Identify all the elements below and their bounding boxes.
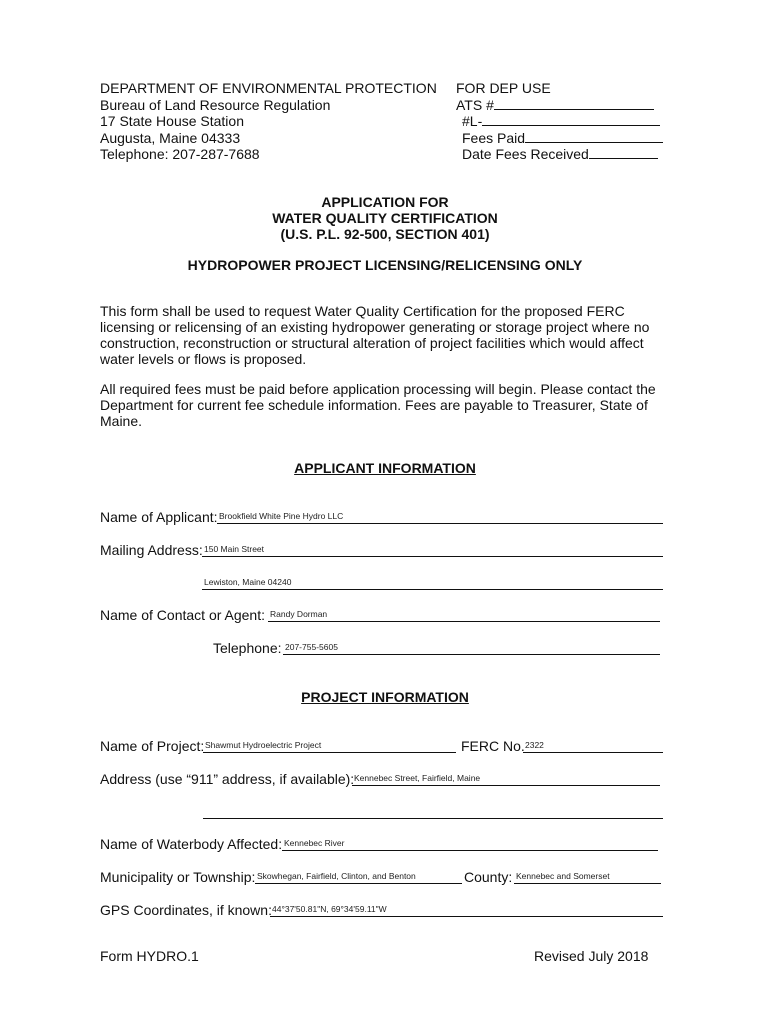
form-title-line1: APPLICATION FOR xyxy=(321,194,449,210)
project-address-label: Address (use “911” address, if available): xyxy=(100,771,355,787)
telephone-label: Telephone: xyxy=(213,640,282,656)
applicant-name-field[interactable]: Brookfield White Pine Hydro LLC xyxy=(217,510,663,524)
county-field[interactable]: Kennebec and Somerset xyxy=(514,870,661,884)
ats-field[interactable] xyxy=(494,97,654,110)
form-title-line3: (U.S. P.L. 92-500, SECTION 401) xyxy=(280,226,490,242)
ferc-number-field[interactable]: 2322 xyxy=(523,739,663,753)
fees-paid-field[interactable] xyxy=(525,130,663,143)
dep-use-title: FOR DEP USE xyxy=(456,80,551,96)
project-address-field[interactable]: Kennebec Street, Fairfield, Maine xyxy=(352,772,660,786)
municipality-label: Municipality or Township: xyxy=(100,869,256,885)
county-label: County: xyxy=(464,869,513,885)
waterbody-field[interactable]: Kennebec River xyxy=(282,837,658,851)
street-address: 17 State House Station xyxy=(100,113,244,129)
form-subtitle: HYDROPOWER PROJECT LICENSING/RELICENSING ONLY xyxy=(187,257,583,273)
ats-row xyxy=(456,97,666,114)
gps-coordinates-label: GPS Coordinates, if known: xyxy=(100,902,272,918)
project-address-line2-field[interactable] xyxy=(203,805,663,819)
agency-address-block xyxy=(100,80,437,163)
ats-label: ATS # xyxy=(456,96,494,113)
date-fees-row xyxy=(456,146,666,163)
fees-paid-label: Fees Paid xyxy=(462,129,526,146)
dep-use-block xyxy=(456,80,666,163)
intro-paragraph-2: All required fees must be paid before application processing will begin. Please contact the Department for current fee schedule information. Fees are payable to Treasurer, State of Maine. xyxy=(100,381,656,429)
contact-agent-label: Name of Contact or Agent: xyxy=(100,607,265,623)
project-name-label: Name of Project: xyxy=(100,738,205,754)
l-number-field[interactable] xyxy=(482,113,660,126)
agency-telephone: Telephone: 207-287-7688 xyxy=(100,146,260,162)
revision-date: Revised July 2018 xyxy=(534,948,649,964)
city-state-zip: Augusta, Maine 04333 xyxy=(100,129,241,146)
fees-paid-row xyxy=(456,130,666,147)
waterbody-label: Name of Waterbody Affected: xyxy=(100,836,283,852)
l-number-row xyxy=(456,113,666,130)
l-number-label: #L- xyxy=(462,113,483,129)
date-fees-field[interactable] xyxy=(589,146,658,159)
contact-agent-field[interactable]: Randy Dorman xyxy=(268,608,660,622)
project-name-field[interactable]: Shawmut Hydroelectric Project xyxy=(203,739,456,753)
bureau-name: Bureau of Land Resource Regulation xyxy=(100,96,331,113)
mailing-address-line2-field[interactable]: Lewiston, Maine 04240 xyxy=(202,576,663,590)
project-section-heading: PROJECT INFORMATION xyxy=(301,689,469,705)
municipality-field[interactable]: Skowhegan, Fairfield, Clinton, and Benton xyxy=(255,870,462,884)
gps-coordinates-field[interactable]: 44°37'50.81"N, 69°34'59.11"W xyxy=(270,903,663,917)
date-fees-label: Date Fees Received xyxy=(462,146,589,162)
applicant-name-label: Name of Applicant: xyxy=(100,509,218,525)
form-id: Form HYDRO.1 xyxy=(100,948,199,964)
mailing-address-label: Mailing Address: xyxy=(100,542,203,558)
ferc-number-label: FERC No. xyxy=(461,738,525,754)
applicant-section-heading: APPLICANT INFORMATION xyxy=(294,460,476,476)
mailing-address-line1-field[interactable]: 150 Main Street xyxy=(202,543,663,557)
form-title-line2: WATER QUALITY CERTIFICATION xyxy=(272,210,498,226)
agency-name: DEPARTMENT OF ENVIRONMENTAL PROTECTION xyxy=(100,80,437,96)
intro-paragraph-1: This form shall be used to request Water Quality Certification for the proposed FERC licensing or relicensing of an existing hydropower generating or storage project where no construction, reconstruction or structural alteration of project facilities which would affect water levels or flows is proposed. xyxy=(100,303,650,367)
telephone-field[interactable]: 207-755-5605 xyxy=(283,641,660,655)
